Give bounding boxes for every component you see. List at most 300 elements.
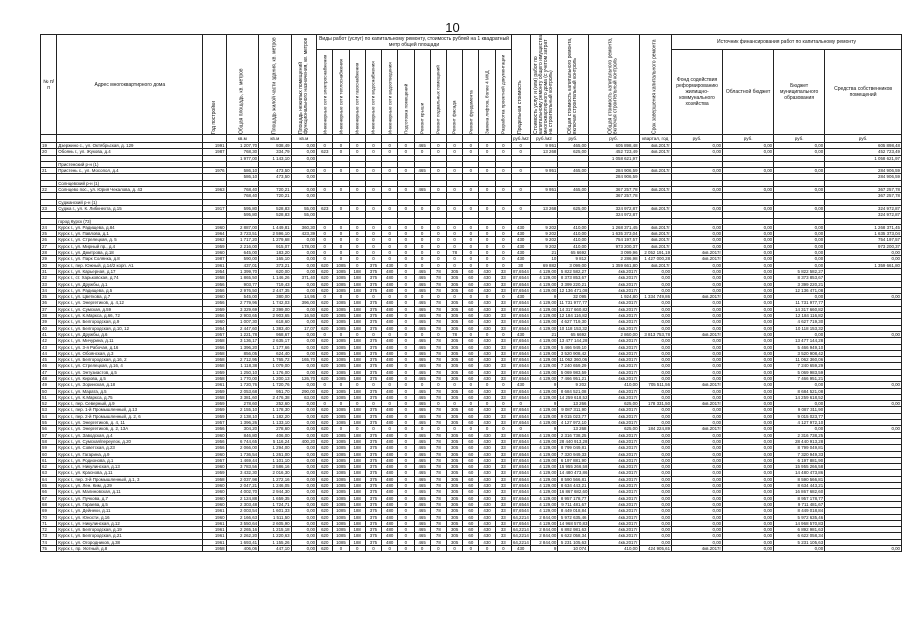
table-cell: 1958 — [203, 275, 226, 281]
table-cell: 0,00 — [291, 363, 317, 369]
table-cell: 8 449 018,84 — [774, 508, 825, 514]
table-cell: 188 — [349, 501, 365, 507]
table-cell: 4 129,00 — [530, 407, 558, 413]
table-cell: 4 129,00 — [530, 483, 558, 489]
table-cell: 0 — [398, 426, 414, 432]
table-cell: 430 — [479, 268, 495, 274]
table-cell: 1962 — [203, 237, 226, 243]
table-cell: 45 — [41, 357, 57, 363]
table-cell: 188 — [349, 483, 365, 489]
table-cell: 4 129,00 — [530, 281, 558, 287]
table-cell: 19 — [41, 143, 57, 149]
table-cell: 0,00 — [672, 451, 723, 457]
table-cell: 4кв.2017г — [639, 205, 671, 211]
table-cell: 0 — [495, 237, 511, 243]
table-cell: 1 007,30 — [226, 319, 258, 325]
table-cell: 595,80 — [226, 212, 258, 218]
table-cell: 0 — [414, 243, 430, 249]
table-cell: 87,6544 — [512, 338, 529, 344]
table-cell: 480 — [382, 445, 398, 451]
table-cell: 0 — [382, 294, 398, 300]
table-cell: 10 — [530, 256, 558, 262]
table-cell: 305 — [446, 533, 462, 539]
table-cell: 620 — [317, 514, 333, 520]
table-cell: 3 099,00 — [558, 262, 588, 268]
table-cell: Курск г., ст. Харьковская, д.74 — [57, 275, 203, 281]
table-cell: Курск г., пер. Северный, д.9 — [57, 401, 203, 407]
owners-funds-header: Средства собственников помещений — [825, 50, 902, 135]
table-cell: 0 — [414, 237, 430, 243]
table-cell: 0,00 — [639, 357, 671, 363]
table-cell: 0,00 — [672, 237, 723, 243]
table-cell: 0 — [365, 546, 381, 552]
table-cell: 0 — [317, 231, 333, 237]
table-cell: 30 — [41, 262, 57, 268]
table-cell: 0 — [382, 546, 398, 552]
table-cell: 375 — [365, 369, 381, 375]
table-cell: 0,00 — [639, 464, 671, 470]
table-cell: 0,00 — [291, 237, 317, 243]
work-header: Ремонт подвальных помещений — [430, 50, 446, 135]
table-cell: 9 — [530, 546, 558, 552]
table-cell: 0,00 — [639, 413, 671, 419]
table-cell: 0,00 — [825, 256, 902, 262]
table-cell: 1085 — [333, 438, 349, 444]
col-private-area-header: Площадь жилой части здания, кв. метров — [259, 35, 291, 135]
table-cell: 1 865,50 — [226, 275, 258, 281]
table-cell: 33 — [495, 508, 511, 514]
table-cell: 0 — [398, 243, 414, 249]
table-cell: 0,00 — [723, 451, 774, 457]
table-cell: 6 622 058,34 — [558, 533, 588, 539]
table-cell: 0 — [365, 250, 381, 256]
table-cell: 78 — [430, 357, 446, 363]
table-cell: 5 466 949,10 — [774, 344, 825, 350]
table-cell: 0,00 — [291, 331, 317, 337]
table-cell: 375 — [365, 275, 381, 281]
col-cost-per-m2-header: Стоимость услуг и (или) работ по капитальному ремонту общего имущества многоквартирного дома (с учетом затрат на строительный контроль) — [530, 35, 558, 135]
table-cell: 620 — [317, 306, 333, 312]
table-cell: 0 — [511, 187, 530, 193]
table-cell: 66 — [41, 489, 57, 495]
table-cell: 375 — [365, 363, 381, 369]
table-cell: 1 268 371,45 — [588, 224, 639, 230]
table-cell: 465,00 — [558, 168, 588, 174]
table-cell: 0 — [414, 205, 430, 211]
table-cell: 0,00 — [291, 546, 317, 552]
table-cell: 305 — [446, 520, 462, 526]
table-cell: 0,00 — [672, 300, 723, 306]
table-cell: 2 903,65 — [226, 313, 258, 319]
table-cell: 21 — [530, 250, 558, 256]
table-cell: 32 095 — [558, 294, 588, 300]
table-cell: 380,00 — [259, 294, 291, 300]
table-cell: 0 — [495, 546, 511, 552]
table-cell: 1085 — [333, 489, 349, 495]
table-cell: 620 — [317, 476, 333, 482]
table-cell: 31 — [41, 268, 57, 274]
table-cell: 465 — [414, 438, 430, 444]
table-cell: 0,00 — [672, 325, 723, 331]
table-cell: 87,6544 — [512, 508, 529, 514]
table-cell: 0,00 — [672, 187, 723, 193]
table-cell: 0,00 — [723, 268, 774, 274]
table-cell: 0,00 — [672, 149, 723, 155]
table-cell: 0,00 — [291, 193, 317, 199]
table-cell: 4кв.2017г — [588, 407, 639, 413]
table-cell: 0,00 — [291, 495, 317, 501]
table-cell: 620 — [317, 300, 333, 306]
table-cell: 36 — [41, 300, 57, 306]
table-cell: 430 — [479, 375, 495, 381]
table-cell: 0 — [430, 143, 446, 149]
table-cell: 0 — [382, 205, 398, 211]
table-cell: 0 — [398, 262, 414, 268]
table-cell: 620 — [317, 344, 333, 350]
table-cell: 60 — [463, 275, 479, 281]
table-cell: Курск г., ул. Марата, д.5 — [57, 388, 203, 394]
table-cell: 465 — [414, 350, 430, 356]
table-cell: 480 — [382, 388, 398, 394]
table-cell: 605 898,48 — [825, 143, 902, 149]
table-cell: 41 — [41, 331, 57, 337]
table-cell: Солнцево пос., ул. Юрия Чекалова, д. 43 — [57, 187, 203, 193]
table-cell: 324 972,87 — [588, 205, 639, 211]
table-cell: 14,95 — [291, 294, 317, 300]
table-cell: 1956 — [203, 313, 226, 319]
table-cell: 624,40 — [259, 350, 291, 356]
table-cell: 188 — [349, 413, 365, 419]
table-cell: 2 605,90 — [259, 520, 291, 526]
table-cell: Курск г., ул. Белгородская, д.16, 2 — [57, 357, 203, 363]
table-cell: 430 — [479, 357, 495, 363]
table-cell: 0 — [511, 168, 530, 174]
table-cell: 480 — [382, 413, 398, 419]
table-cell: 87,6544 — [512, 388, 529, 394]
table-cell: 2 903,65 — [259, 313, 291, 319]
col-year-header: Год постройки — [203, 35, 226, 135]
table-cell: 465 — [414, 344, 430, 350]
table-cell: 70 — [41, 514, 57, 520]
table-cell: 367 257,78 — [588, 193, 639, 199]
table-cell: 87,6544 — [512, 476, 529, 482]
table-cell: 0 — [446, 401, 462, 407]
table-cell: 1959 — [203, 407, 226, 413]
table-cell: 4кв.2017г — [672, 256, 723, 262]
table-cell: 0 — [398, 375, 414, 381]
table-cell: 1957 — [203, 457, 226, 463]
table-cell: 375 — [365, 520, 381, 526]
table-cell: 0,00 — [639, 394, 671, 400]
table-cell: 0 — [398, 168, 414, 174]
table-cell: 0,00 — [774, 256, 825, 262]
table-cell: 1959 — [203, 369, 226, 375]
table-cell: 620 — [317, 420, 333, 426]
table-cell: 0 — [414, 224, 430, 230]
table-cell: 620 — [317, 520, 333, 526]
table-cell: 430 — [511, 256, 530, 262]
table-cell: 0 — [382, 382, 398, 388]
table-cell: 0 — [430, 331, 446, 337]
table-cell: 480 — [382, 281, 398, 287]
table-cell: 620 — [317, 470, 333, 476]
table-cell: 305 — [446, 350, 462, 356]
table-cell: 4кв.2017г — [588, 363, 639, 369]
table-cell: 305 — [446, 489, 462, 495]
table-cell: 0,00 — [639, 407, 671, 413]
table-cell: 480 — [382, 470, 398, 476]
table-cell: 465 — [414, 369, 430, 375]
table-cell: 9 015 023,77 — [558, 413, 588, 419]
table-cell: 0 — [495, 168, 511, 174]
table-cell: 1 924,80 — [588, 294, 639, 300]
table-cell: 0 — [349, 237, 365, 243]
table-cell: 8 957 178,77 — [558, 495, 588, 501]
table-cell: 1085 — [333, 445, 349, 451]
table-cell: 452 723,49 — [588, 149, 639, 155]
table-cell: 1 294,00 — [259, 445, 291, 451]
table-cell: 720,21 — [259, 193, 291, 199]
table-cell: 62 — [41, 464, 57, 470]
table-cell: 188 — [349, 313, 365, 319]
table-cell: 375 — [365, 375, 381, 381]
table-cell: 430 — [511, 237, 530, 243]
table-cell: 78 — [430, 476, 446, 482]
table-cell: 410,00 — [558, 237, 588, 243]
table-cell: 78 — [430, 394, 446, 400]
table-cell: 0 — [349, 294, 365, 300]
table-cell: 1 765,72 — [259, 357, 291, 363]
table-cell: 465 — [414, 489, 430, 495]
table-cell: 0,00 — [672, 363, 723, 369]
regional-budget-header: Областной бюджет — [723, 50, 774, 135]
table-cell: 1958 — [203, 338, 226, 344]
state-support-header: Фонд содействия реформированию жилищно-коммунального хозяйства — [672, 50, 723, 135]
table-cell: 0,00 — [639, 489, 671, 495]
funding-group-header: Источник финансирования работ по капитальному ремонту — [672, 35, 902, 50]
table-cell: 1085 — [333, 394, 349, 400]
table-cell: 0 — [398, 350, 414, 356]
table-cell: 375 — [365, 313, 381, 319]
table-cell: 0 — [398, 331, 414, 337]
table-cell: 480 — [382, 394, 398, 400]
table-cell: 12 184 116,82 — [774, 313, 825, 319]
table-cell: 430 — [479, 420, 495, 426]
table-cell: 63 — [41, 470, 57, 476]
table-cell: 1959 — [203, 470, 226, 476]
table-cell: 465 — [414, 325, 430, 331]
table-cell: 430 — [511, 331, 530, 337]
table-cell: 305 — [446, 539, 462, 545]
table-cell: 0 — [479, 143, 495, 149]
table-cell: 1959 — [203, 243, 226, 249]
table-cell: 33 — [495, 501, 511, 507]
table-cell: 4 129,00 — [530, 369, 558, 375]
table-cell: 3 520 908,42 — [558, 350, 588, 356]
table-cell: 4кв.2017г — [588, 470, 639, 476]
table-cell: 4 129,00 — [530, 350, 558, 356]
table-cell: 0 — [511, 401, 530, 407]
table-cell: 0,00 — [639, 306, 671, 312]
table-cell: 465 — [414, 533, 430, 539]
table-cell: 28 — [41, 250, 57, 256]
table-cell: 430 — [479, 495, 495, 501]
table-cell: 0,00 — [291, 338, 317, 344]
table-cell: 33 — [495, 306, 511, 312]
table-cell: 0 — [398, 432, 414, 438]
table-cell: 9 951 — [530, 168, 558, 174]
table-cell: 0 — [317, 237, 333, 243]
table-cell: 87,6544 — [512, 464, 529, 470]
table-cell: 305 — [446, 375, 462, 381]
table-cell: 0 — [333, 187, 349, 193]
table-cell: 430 — [479, 306, 495, 312]
table-cell: 0,00 — [672, 495, 723, 501]
table-cell: 0 — [365, 382, 381, 388]
table-cell: 0 — [398, 470, 414, 476]
table-cell: 78 — [430, 313, 446, 319]
table-cell: 951,70 — [259, 388, 291, 394]
table-cell: 2 712,95 — [226, 357, 258, 363]
table-cell: 620 — [317, 483, 333, 489]
table-cell: 60 — [463, 464, 479, 470]
table-cell: 465 — [414, 514, 430, 520]
table-cell: 1 178,30 — [259, 407, 291, 413]
table-cell: 0 — [365, 331, 381, 337]
table-cell: 305 — [446, 363, 462, 369]
table-cell: 0,00 — [672, 369, 723, 375]
table-cell: 1960 — [203, 451, 226, 457]
table-cell: 1 469,44 — [226, 457, 258, 463]
table-cell: 4кв.2017г — [588, 275, 639, 281]
table-cell: 0 — [349, 243, 365, 249]
table-cell: 4 129,00 — [530, 432, 558, 438]
table-cell: 33 — [495, 495, 511, 501]
table-cell: 78 — [430, 275, 446, 281]
table-cell: 0 — [446, 231, 462, 237]
table-cell: 4 129,00 — [530, 438, 558, 444]
table-cell: 2 216,00 — [226, 243, 258, 249]
table-cell: 0,00 — [639, 483, 671, 489]
table-cell: 1085 — [333, 407, 349, 413]
table-cell: 0 — [349, 382, 365, 388]
table-cell: 4кв.2017г — [588, 281, 639, 287]
table-cell: 0,00 — [672, 539, 723, 545]
table-cell: 0 — [382, 426, 398, 432]
table-cell: 465 — [414, 464, 430, 470]
table-cell: 0 — [398, 533, 414, 539]
table-cell: 0,00 — [291, 476, 317, 482]
table-cell: 30 — [511, 262, 530, 268]
table-cell: 8 373 853,67 — [558, 275, 588, 281]
work-header: Инженерные сети водоснабжения — [365, 50, 381, 135]
table-cell: 14 317 660,82 — [774, 306, 825, 312]
table-cell: Курск г., ул. Мичурина, д.11 — [57, 338, 203, 344]
table-cell: 5 822 582,27 — [558, 268, 588, 274]
table-cell: 4кв.2017г — [588, 357, 639, 363]
table-cell: 1 207,70 — [226, 143, 258, 149]
table-cell: 375 — [365, 268, 381, 274]
table-cell: 0 — [430, 256, 446, 262]
table-cell: 0 — [382, 250, 398, 256]
table-cell: 1 177,66 — [259, 344, 291, 350]
table-cell: 0 — [365, 205, 381, 211]
table-cell: 0 — [495, 294, 511, 300]
table-cell: 0,00 — [774, 294, 825, 300]
table-cell: 0,00 — [639, 539, 671, 545]
work-header: Ремонт крыши — [414, 50, 430, 135]
table-cell: 620 — [317, 432, 333, 438]
table-cell: 0 — [430, 187, 446, 193]
table-cell: 0 — [446, 546, 462, 552]
table-cell: 1987 — [203, 149, 226, 155]
table-cell: 1085 — [333, 300, 349, 306]
table-cell: 4кв.2017г — [588, 520, 639, 526]
table-cell: 545,00 — [226, 294, 258, 300]
table-cell: 60 — [463, 438, 479, 444]
table-cell: 0,00 — [672, 489, 723, 495]
table-cell: 2 003,54 — [226, 508, 258, 514]
table-cell: 1 200,13 — [259, 375, 291, 381]
table-cell: 1085 — [333, 470, 349, 476]
table-cell: 6 892 981,63 — [774, 527, 825, 533]
table-cell: 430 — [511, 250, 530, 256]
table-cell: 11 731 977,77 — [559, 300, 588, 306]
table-cell: 0,00 — [639, 514, 671, 520]
table-cell: 618,60 — [259, 319, 291, 325]
table-cell: 375 — [365, 287, 381, 293]
table-cell: 1 396,20 — [226, 344, 258, 350]
table-cell: 0 — [349, 262, 365, 268]
table-cell: 2 635,17 — [259, 338, 291, 344]
table-cell: 430 — [479, 470, 495, 476]
table-cell: 375 — [365, 394, 381, 400]
table-cell: 1 635 373,04 — [825, 231, 902, 237]
table-cell: 0,00 — [672, 464, 723, 470]
table-cell: 0 — [414, 262, 430, 268]
table-cell: 480 — [382, 363, 398, 369]
table-cell: 430 — [479, 438, 495, 444]
table-cell: 39 — [41, 319, 57, 325]
table-cell: 0,00 — [291, 281, 317, 287]
table-cell: 0 — [365, 187, 381, 193]
table-cell: 0,00 — [291, 268, 317, 274]
table-cell: 0,00 — [723, 438, 774, 444]
table-cell: 33 — [495, 476, 511, 482]
table-cell: 1085 — [333, 514, 349, 520]
work-header: Замена лифтов, более 4 МКД — [479, 50, 495, 135]
table-cell: 0 — [365, 143, 381, 149]
table-cell: 620 — [317, 319, 333, 325]
table-cell: 1085 — [333, 287, 349, 293]
table-cell: 465 — [414, 306, 430, 312]
table-cell: 625,00 — [558, 149, 588, 155]
table-cell: 0,00 — [291, 420, 317, 426]
table-cell: 2 399,00 — [259, 306, 291, 312]
table-cell: 0,00 — [672, 514, 723, 520]
table-cell: 0 — [333, 205, 349, 211]
table-cell: 3 381,60 — [226, 394, 258, 400]
table-cell: 284 906,59 — [588, 174, 639, 180]
table-cell: 33 — [495, 407, 511, 413]
table-cell: 0 — [495, 262, 511, 268]
table-cell: 768,40 — [226, 187, 258, 193]
table-cell: 4кв.2017г — [588, 350, 639, 356]
table-cell: 2 316 738,25 — [774, 432, 825, 438]
table-cell: 64,2214 — [512, 539, 529, 545]
table-cell: Курск г., пер. 3-й Промышленный, д.1, 3 — [57, 476, 203, 482]
table-cell: 2 052 191,19 — [639, 250, 671, 256]
